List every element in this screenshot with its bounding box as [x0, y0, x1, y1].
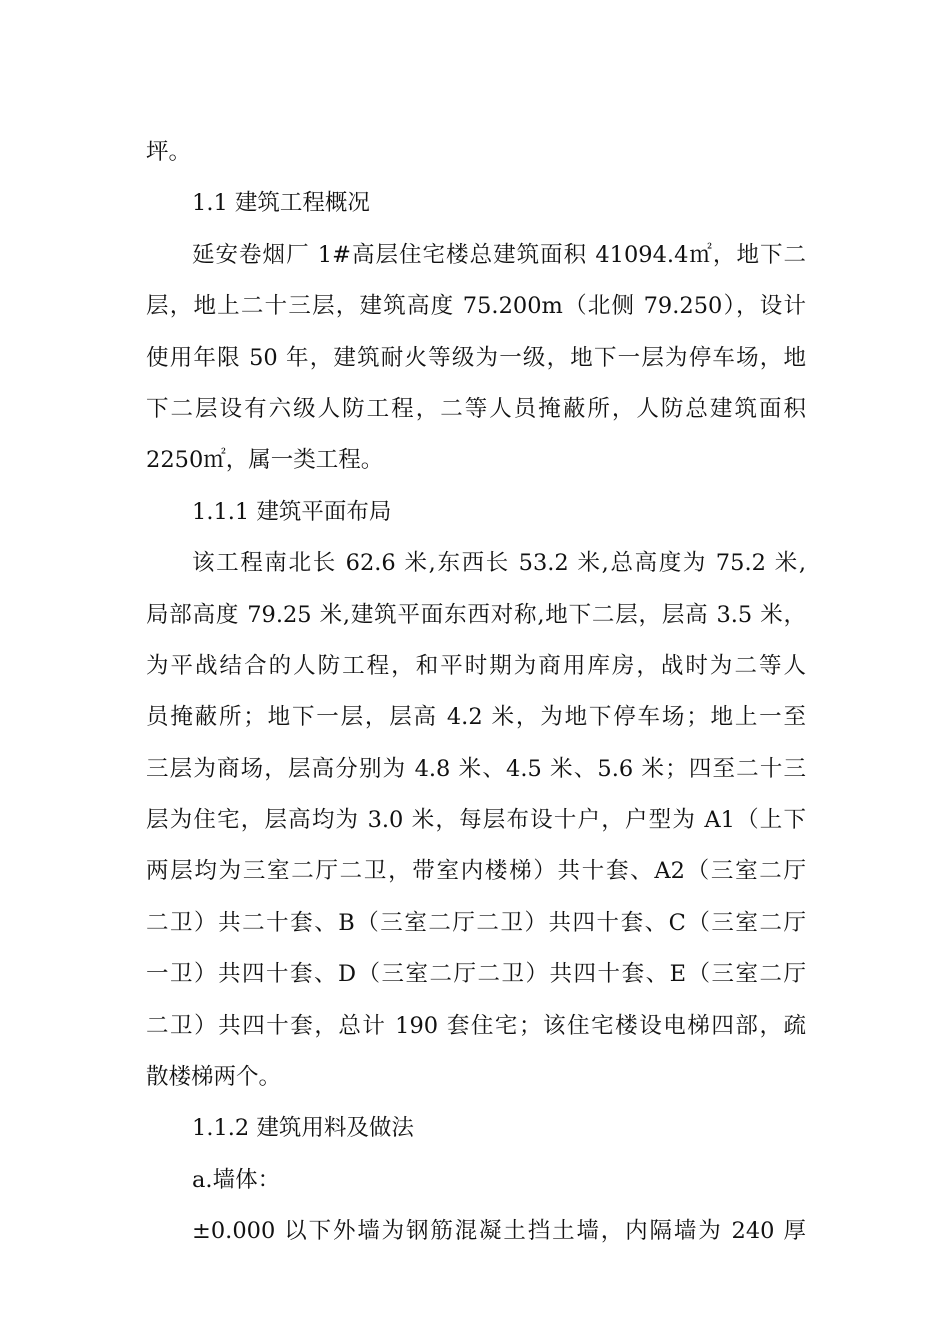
paragraph-line: 使用年限 50 年，建筑耐火等级为一级，地下一层为停车场，地: [146, 344, 806, 371]
paragraph-line: 2250㎡，属一类工程。: [146, 447, 384, 474]
paragraph-line: 员掩蔽所；地下一层，层高 4.2 米，为地下停车场；地上一至: [146, 704, 806, 731]
subsection-heading-a: a.墙体：: [192, 1166, 281, 1193]
paragraph-line: 为平战结合的人防工程，和平时期为商用库房，战时为二等人: [146, 652, 806, 679]
paragraph-line: 延安卷烟厂 1#高层住宅楼总建筑面积 41094.4㎡，地下二: [192, 241, 806, 268]
document-body: [146, 127, 806, 1258]
paragraph-line: 两层均为三室二厅二卫，带室内楼梯）共十套、A2（三室二厅: [146, 858, 806, 885]
paragraph-line: 二卫）共四十套，总计 190 套住宅；该住宅楼设电梯四部，疏: [146, 1012, 806, 1039]
paragraph-continuation-line: 坪。: [146, 139, 192, 165]
section-heading-1-1: 1.1 建筑工程概况: [192, 190, 370, 217]
paragraph-line: 一卫）共四十套、D（三室二厅二卫）共四十套、E（三室二厅: [146, 961, 806, 988]
paragraph-line: 层为住宅，层高均为 3.0 米，每层布设十户，户型为 A1（上下: [146, 807, 806, 834]
paragraph-line: 下二层设有六级人防工程，二等人员掩蔽所，人防总建筑面积: [146, 395, 806, 422]
section-heading-1-1-1: 1.1.1 建筑平面布局: [192, 498, 392, 525]
paragraph-line: 三层为商场，层高分别为 4.8 米、4.5 米、5.6 米；四至二十三: [146, 755, 806, 782]
paragraph-line: 散楼梯两个。: [146, 1064, 282, 1091]
paragraph-line: 局部高度 79.25 米,建筑平面东西对称,地下二层，层高 3.5 米，: [146, 601, 806, 628]
paragraph-line: ±0.000 以下外墙为钢筋混凝土挡土墙，内隔墙为 240 厚: [192, 1218, 806, 1245]
paragraph-line: 该工程南北长 62.6 米,东西长 53.2 米,总高度为 75.2 米,: [192, 550, 806, 577]
paragraph-line: 二卫）共二十套、B（三室二厅二卫）共四十套、C（三室二厅: [146, 909, 806, 936]
section-heading-1-1-2: 1.1.2 建筑用料及做法: [192, 1115, 414, 1142]
paragraph-line: 层，地上二十三层，建筑高度 75.200m（北侧 79.250），设计: [146, 293, 806, 320]
